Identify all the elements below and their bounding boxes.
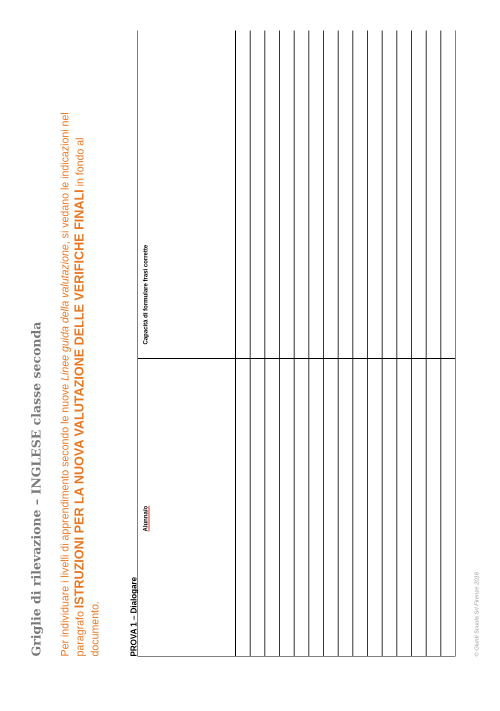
intro-text-2: , si vedano le indicazioni nel paragrafo bbox=[59, 111, 87, 656]
header-capacita: Capacità di formulare frasi corrette bbox=[143, 244, 149, 344]
header-alunno-label: Alunna/o bbox=[143, 505, 149, 531]
page-title: Griglie di rilevazione – INGLESE classe seconda bbox=[28, 321, 43, 656]
assessment-table bbox=[137, 30, 455, 656]
footer-copyright bbox=[474, 571, 480, 656]
section-title: PROVA 1 – Dialogare bbox=[129, 576, 138, 656]
footer-text: © Giunti Scuola Srl Firenze 2016 bbox=[474, 571, 480, 656]
intro-paragraph bbox=[58, 96, 102, 656]
intro-text-1: Per individuare i livelli di apprendimento secondo le nuove bbox=[59, 380, 71, 656]
intro-bold: ISTRUZIONI PER LA NUOVA VALUTAZIONE DELLE VERIFICHE FINALI bbox=[72, 188, 87, 608]
intro-italic: Linee guida della valutazione bbox=[59, 243, 71, 381]
table-grid bbox=[137, 30, 455, 656]
header-alunno bbox=[143, 505, 149, 531]
intro-text-3: in fondo al documento. bbox=[74, 137, 101, 656]
